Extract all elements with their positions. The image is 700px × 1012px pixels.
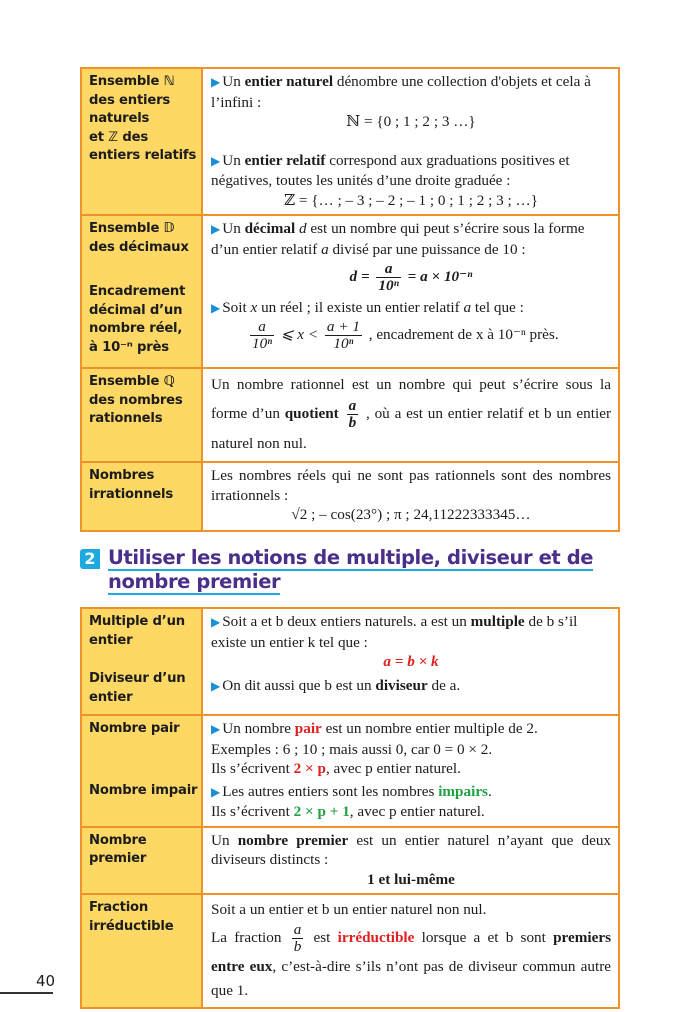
table-row bbox=[81, 462, 619, 531]
fraction bbox=[292, 922, 304, 955]
text: Exemples : 6 ; 10 ; mais aussi 0, car 0 = 0 × 2. bbox=[211, 740, 493, 758]
formula: 2 × p bbox=[293, 760, 326, 777]
section-number-badge: 2 bbox=[80, 549, 100, 569]
text: tel que : bbox=[471, 299, 524, 316]
row-content bbox=[202, 894, 619, 1008]
row-content bbox=[202, 827, 619, 895]
fraction bbox=[347, 398, 359, 431]
row-label bbox=[81, 894, 202, 1008]
text: Soit a et b deux entiers naturels. a est un bbox=[222, 613, 471, 630]
text: On dit aussi que b est un bbox=[222, 676, 376, 694]
term: entier relatif bbox=[244, 151, 326, 169]
triangle-bullet-icon: ▶ bbox=[211, 75, 221, 89]
label-line: des entiers bbox=[89, 92, 171, 108]
text: Soit bbox=[222, 299, 251, 316]
definitions-table-1 bbox=[80, 67, 620, 532]
row-label bbox=[81, 715, 202, 827]
table-row bbox=[81, 68, 619, 215]
label-line: naturels bbox=[89, 111, 150, 126]
label-line: irréductible bbox=[89, 918, 174, 934]
text: est bbox=[306, 928, 338, 946]
term: entier naturel bbox=[244, 73, 334, 90]
row-label bbox=[81, 368, 202, 462]
triangle-bullet-icon: ▶ bbox=[211, 678, 221, 693]
paragraph bbox=[211, 612, 611, 652]
text: , c’est-à-dire s’ils n’ont pas de diviseur commun autre que 1. bbox=[211, 958, 612, 999]
numerator: a + 1 bbox=[326, 317, 360, 335]
text: Un bbox=[222, 151, 245, 169]
term: diviseur bbox=[375, 676, 428, 694]
label-line: des décimaux bbox=[89, 239, 189, 255]
denominator: b bbox=[348, 414, 357, 431]
triangle-bullet-icon: ▶ bbox=[211, 153, 221, 168]
term: nombre premier bbox=[237, 831, 349, 849]
label-line: Encadrement bbox=[89, 284, 186, 299]
label-line: Nombre impair bbox=[89, 782, 198, 798]
row-label bbox=[81, 215, 202, 368]
label-line: Diviseur d’un bbox=[89, 671, 186, 686]
text: de b s’il existe un entier k tel que : bbox=[211, 613, 578, 651]
term-irreductible: irréductible bbox=[337, 928, 415, 946]
term: multiple bbox=[470, 613, 525, 630]
table-row bbox=[81, 827, 619, 895]
row-content bbox=[202, 68, 619, 215]
paragraph bbox=[211, 782, 611, 803]
label-line: entiers relatifs bbox=[89, 148, 197, 163]
label-line: irrationnels bbox=[89, 486, 174, 502]
formula-part: , encadrement de x à 10⁻ⁿ près. bbox=[368, 325, 559, 343]
term: décimal bbox=[244, 220, 296, 237]
row-label bbox=[81, 827, 202, 895]
text: lorsque a et b sont bbox=[414, 928, 554, 946]
text: est un nombre qui peut s’écrire sous la forme d’un entier relatif bbox=[211, 220, 585, 258]
triangle-bullet-icon: ▶ bbox=[211, 722, 221, 736]
row-content bbox=[202, 608, 619, 715]
formula: ℕ = {0 ; 1 ; 2 ; 3 …} bbox=[346, 113, 476, 130]
table-row bbox=[81, 608, 619, 715]
text: dénombre une collection d'objets et cela à l’infini : bbox=[211, 73, 591, 111]
numerator: a bbox=[250, 319, 274, 336]
row-content bbox=[202, 215, 619, 368]
text: Un nombre bbox=[222, 720, 295, 737]
fraction bbox=[325, 319, 362, 352]
text: , avec p entier naturel. bbox=[325, 760, 461, 777]
text: Les nombres réels qui ne sont pas rationnels sont des nombres irrationnels : bbox=[211, 467, 611, 504]
term: premiers entre eux bbox=[211, 928, 611, 975]
formula-part: ⩽ x < bbox=[280, 325, 319, 343]
denominator: b bbox=[293, 938, 302, 955]
paragraph bbox=[211, 719, 611, 740]
paragraph bbox=[211, 72, 611, 112]
paragraph bbox=[211, 219, 611, 259]
triangle-bullet-icon: ▶ bbox=[211, 301, 221, 315]
paragraph bbox=[211, 759, 611, 779]
text: divisé par une puissance de 10 : bbox=[328, 240, 526, 258]
table-row bbox=[81, 894, 619, 1008]
label-line: Multiple d’un bbox=[89, 614, 185, 629]
numerator: a bbox=[348, 397, 357, 414]
text: Ils s’écrivent bbox=[211, 760, 294, 777]
formula: a = b × k bbox=[383, 653, 439, 670]
formula-part: d = bbox=[349, 267, 370, 285]
label-line: nombre réel, bbox=[89, 321, 183, 336]
table-row bbox=[81, 215, 619, 368]
formula: 1 et lui-même bbox=[367, 870, 455, 888]
formula-part: = a × 10⁻ⁿ bbox=[407, 267, 473, 285]
table-row bbox=[81, 715, 619, 827]
fraction bbox=[376, 261, 400, 294]
text: Ils s’écrivent bbox=[211, 803, 294, 820]
paragraph bbox=[211, 831, 611, 870]
triangle-bullet-icon: ▶ bbox=[211, 615, 221, 629]
label-line: entier bbox=[89, 632, 133, 648]
label-line: Nombre bbox=[89, 832, 147, 848]
text: Soit a un entier et b un entier naturel non nul. bbox=[211, 901, 487, 918]
formula bbox=[211, 261, 611, 294]
paragraph bbox=[211, 298, 611, 319]
text: Un bbox=[222, 73, 245, 90]
label-line: Ensemble 𝔻 bbox=[89, 221, 175, 236]
numerator: a bbox=[293, 921, 302, 938]
page-number: 40 bbox=[36, 972, 56, 990]
paragraph bbox=[211, 802, 611, 822]
paragraph bbox=[211, 676, 611, 697]
section-title bbox=[108, 546, 600, 594]
denominator: 10ⁿ bbox=[252, 334, 272, 352]
text: correspond aux graduations positives et négatives, toutes les unités d’une droite graduée : bbox=[211, 151, 570, 189]
text: Un nombre rationnel est un nombre qui peut s’écrire sous la forme d’un bbox=[211, 376, 611, 422]
label-line: rationnels bbox=[89, 411, 163, 426]
text: , avec p entier naturel. bbox=[349, 803, 485, 820]
label-line: des nombres bbox=[89, 392, 183, 408]
paragraph bbox=[211, 922, 611, 1003]
paragraph bbox=[211, 151, 611, 191]
text: , où a est un entier relatif et b un entier naturel non nul. bbox=[211, 404, 611, 452]
text: de a. bbox=[427, 676, 461, 694]
triangle-bullet-icon: ▶ bbox=[211, 222, 221, 236]
label-line: Nombre pair bbox=[89, 721, 180, 736]
formula: ℤ = {… ; – 3 ; – 2 ; – 1 ; 0 ; 1 ; 2 ; 3 ; …} bbox=[283, 191, 539, 209]
text: un réel ; il existe un entier relatif bbox=[257, 299, 464, 316]
numerator: a bbox=[376, 261, 400, 278]
term-impair: impairs bbox=[438, 782, 488, 800]
denominator: 10ⁿ bbox=[333, 334, 354, 352]
text: est un nombre entier multiple de 2. bbox=[321, 720, 538, 737]
label-line: Ensemble ℚ bbox=[89, 374, 175, 389]
text: Un bbox=[211, 831, 238, 849]
text: . bbox=[487, 782, 492, 800]
label-line: Ensemble ℕ bbox=[89, 74, 175, 89]
page-number-rule bbox=[0, 992, 53, 994]
label-line: Fraction bbox=[89, 900, 149, 915]
row-label bbox=[81, 68, 202, 215]
text: est un entier naturel n’ayant que deux diviseurs distincts : bbox=[211, 831, 612, 868]
table-row bbox=[81, 368, 619, 462]
section-title-text: Utiliser les notions de multiple, diviseur et de nombre premier bbox=[108, 546, 594, 593]
definitions-table-2 bbox=[80, 607, 620, 1009]
variable: a bbox=[463, 299, 472, 316]
label-line: à 10⁻ⁿ près bbox=[89, 339, 169, 355]
text: La fraction bbox=[211, 928, 282, 946]
row-content bbox=[202, 462, 619, 531]
row-content bbox=[202, 715, 619, 827]
formula: 2 × p + 1 bbox=[293, 803, 350, 820]
label-line: Nombres bbox=[89, 468, 155, 483]
fraction bbox=[250, 319, 274, 352]
triangle-bullet-icon: ▶ bbox=[211, 784, 221, 799]
label-line: et ℤ des bbox=[89, 129, 149, 145]
term-pair: pair bbox=[294, 720, 322, 737]
row-label bbox=[81, 462, 202, 531]
label-line: décimal d’un bbox=[89, 302, 183, 318]
variable: d bbox=[299, 220, 307, 237]
variable: x bbox=[250, 299, 258, 316]
text: Un bbox=[222, 220, 245, 237]
row-content bbox=[202, 368, 619, 462]
denominator: 10ⁿ bbox=[378, 277, 399, 294]
formula: √2 ; – cos(23°) ; π ; 24,11222333345… bbox=[291, 506, 531, 523]
row-label bbox=[81, 608, 202, 715]
variable: a bbox=[321, 240, 329, 258]
term: quotient bbox=[284, 404, 339, 422]
text: Les autres entiers sont les nombres bbox=[222, 782, 439, 800]
label-line: premier bbox=[89, 851, 147, 866]
label-line: entier bbox=[89, 689, 133, 705]
formula bbox=[247, 319, 611, 352]
